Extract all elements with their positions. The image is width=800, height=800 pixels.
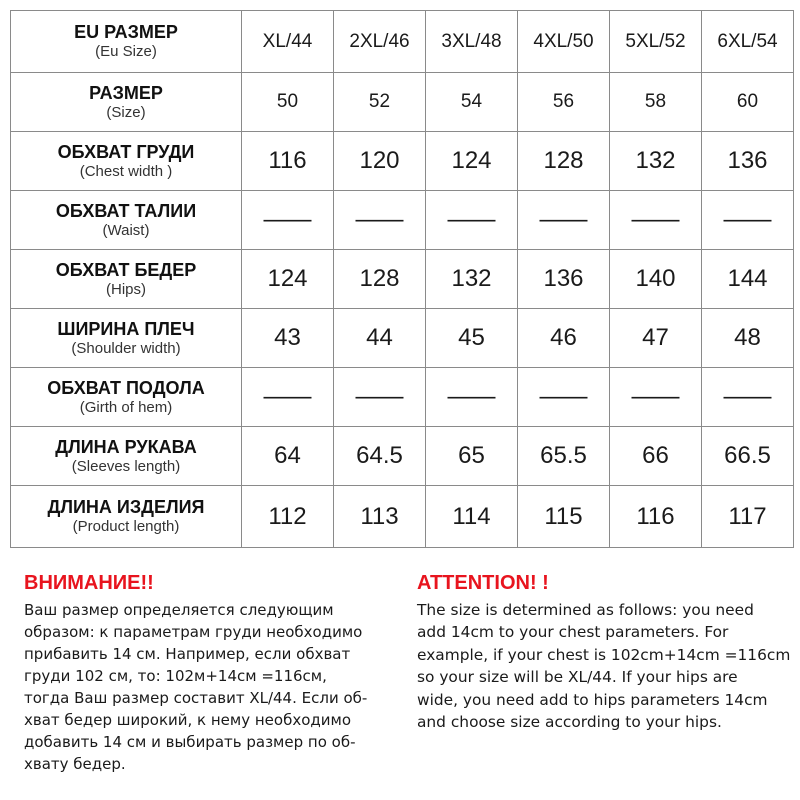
row-label-cell (11, 73, 242, 132)
header-size-cell (702, 11, 794, 73)
row-label-en: (Girth of hem) (79, 398, 173, 416)
header-size-cell (334, 11, 426, 73)
cell-value: 117 (728, 502, 767, 530)
header-size: 2XL/46 (349, 30, 410, 52)
row-label-ru: ДЛИНА РУКАВА (55, 436, 197, 457)
cell-value: 52 (368, 91, 391, 112)
header-size: 5XL/52 (625, 30, 686, 52)
header-row (11, 11, 794, 73)
table-row (11, 309, 794, 368)
cell-value: 43 (274, 324, 301, 351)
cell-value: 60 (736, 91, 759, 112)
note-text-ru: Ваш размер определяется следующим образом: к параметрам груди необходимо прибавить 14 см. Например, если обхват груди 102 см, то: 102м+14см =116см, тогда Ваш размер составит XL/44. Если об- хват бедер широкий, к нему необходимо добавить 14 см и выбирать размер по об- хвату бедер. (24, 601, 368, 773)
table-cell (426, 309, 518, 368)
table-cell (518, 368, 610, 427)
header-label-en: (Eu Size) (95, 43, 157, 60)
table-cell (426, 368, 518, 427)
table-row (11, 427, 794, 486)
table-cell (334, 250, 426, 309)
cell-value: 46 (550, 324, 577, 351)
table-cell (426, 486, 518, 548)
table-cell (242, 368, 334, 427)
cell-value: —— (355, 383, 404, 410)
cell-value: 124 (451, 147, 492, 174)
row-label-ru: ДЛИНА ИЗДЕЛИЯ (47, 497, 205, 517)
header-size: 4XL/50 (533, 30, 594, 52)
table-cell (702, 309, 794, 368)
cell-value: 58 (644, 91, 667, 112)
cell-value: —— (723, 383, 772, 410)
table-cell (518, 250, 610, 309)
note-title-ru: ВНИМАНИЕ!! (24, 572, 154, 594)
cell-value: 132 (451, 265, 492, 292)
row-label-ru: ОБХВАТ ПОДОЛА (47, 377, 205, 398)
cell-value: —— (539, 383, 588, 410)
row-label-ru: ОБХВАТ ГРУДИ (57, 141, 195, 162)
table-cell (610, 191, 702, 250)
cell-value: 50 (276, 91, 299, 112)
table-cell (518, 73, 610, 132)
cell-value: 64 (274, 442, 301, 469)
table-cell (518, 427, 610, 486)
cell-value: 116 (268, 147, 307, 174)
cell-value: 140 (635, 265, 676, 292)
row-label-en: (Waist) (102, 221, 150, 239)
table-cell (242, 191, 334, 250)
note-title-en: ATTENTION! ! (417, 572, 549, 594)
table-cell (518, 191, 610, 250)
cell-value: 128 (543, 147, 584, 174)
cell-value: 120 (359, 147, 400, 174)
cell-value: 44 (366, 324, 393, 351)
cell-value: 65 (458, 442, 485, 469)
table-cell (426, 73, 518, 132)
table-cell (426, 427, 518, 486)
table-cell (518, 309, 610, 368)
cell-value: 113 (360, 502, 399, 530)
table-cell (334, 486, 426, 548)
table-cell (702, 132, 794, 191)
cell-value: 65.5 (540, 442, 587, 469)
table-cell (426, 191, 518, 250)
table-cell (702, 427, 794, 486)
table-cell (242, 250, 334, 309)
table-cell (242, 309, 334, 368)
table-cell (334, 309, 426, 368)
cell-value: 124 (267, 265, 308, 292)
cell-value: 144 (727, 265, 768, 292)
table-cell (334, 132, 426, 191)
table-cell (702, 73, 794, 132)
header-size-cell (518, 11, 610, 73)
cell-value: 47 (642, 324, 669, 351)
cell-value: 115 (544, 502, 583, 530)
cell-value: —— (447, 206, 496, 233)
table-cell (702, 191, 794, 250)
header-size: XL/44 (262, 30, 313, 52)
table-cell (610, 368, 702, 427)
row-label-en: (Size) (106, 103, 146, 121)
cell-value: 136 (543, 265, 584, 292)
table-row (11, 486, 794, 548)
table-cell (242, 486, 334, 548)
cell-value: 64.5 (356, 442, 403, 469)
table-cell (242, 132, 334, 191)
row-label-cell (11, 427, 242, 486)
table-cell (334, 191, 426, 250)
row-label-en: (Chest width ) (79, 162, 173, 180)
header-size: 6XL/54 (717, 30, 778, 52)
cell-value: 114 (452, 502, 491, 530)
table-cell (518, 132, 610, 191)
header-label-cell (11, 11, 242, 73)
cell-value: —— (631, 383, 680, 410)
row-label-cell (11, 191, 242, 250)
row-label-ru: ШИРИНА ПЛЕЧ (57, 318, 195, 339)
table-row (11, 73, 794, 132)
header-size: 3XL/48 (441, 30, 502, 52)
table-cell (610, 486, 702, 548)
table-cell (610, 250, 702, 309)
cell-value: —— (355, 206, 404, 233)
size-chart-body (11, 11, 794, 548)
cell-value: 136 (727, 147, 768, 174)
row-label-ru: РАЗМЕР (89, 82, 163, 103)
row-label-ru: ОБХВАТ ТАЛИИ (55, 200, 197, 221)
row-label-en: (Product length) (72, 518, 180, 535)
header-size-cell (242, 11, 334, 73)
table-cell (610, 427, 702, 486)
cell-value: 56 (552, 91, 575, 112)
cell-value: —— (263, 206, 312, 233)
cell-value: 66 (642, 442, 669, 469)
row-label-cell (11, 309, 242, 368)
table-cell (334, 368, 426, 427)
table-cell (610, 309, 702, 368)
note-english (417, 570, 800, 733)
cell-value: 128 (359, 265, 400, 292)
cell-value: 54 (460, 91, 483, 112)
cell-value: —— (723, 206, 772, 233)
table-row (11, 250, 794, 309)
cell-value: —— (539, 206, 588, 233)
cell-value: —— (447, 383, 496, 410)
cell-value: —— (263, 383, 312, 410)
header-label-ru: EU РАЗМЕР (74, 22, 178, 42)
cell-value: 45 (458, 324, 485, 351)
cell-value: 48 (734, 324, 761, 351)
note-russian (24, 570, 409, 775)
table-cell (610, 73, 702, 132)
cell-value: 66.5 (724, 442, 771, 469)
row-label-en: (Shoulder width) (71, 339, 181, 357)
row-label-en: (Hips) (106, 280, 146, 298)
row-label-cell (11, 368, 242, 427)
cell-value: 112 (268, 502, 307, 530)
cell-value: 132 (635, 147, 676, 174)
header-size-cell (610, 11, 702, 73)
table-cell (518, 486, 610, 548)
cell-value: 116 (636, 502, 675, 530)
table-cell (610, 132, 702, 191)
row-label-cell (11, 250, 242, 309)
table-cell (426, 250, 518, 309)
note-text-en: The size is determined as follows: you need add 14cm to your chest parameters. For example, if your chest is 102cm+14cm =116cm so your size will be XL/44. If your hips are wide, you need add to hips parameters 14cm and choose size according to your hips. (417, 601, 791, 732)
size-chart-table (10, 10, 794, 548)
table-cell (702, 486, 794, 548)
cell-value: —— (631, 206, 680, 233)
table-cell (702, 250, 794, 309)
row-label-ru: ОБХВАТ БЕДЕР (55, 259, 197, 280)
table-cell (242, 427, 334, 486)
table-row (11, 368, 794, 427)
table-cell (242, 73, 334, 132)
table-cell (702, 368, 794, 427)
table-cell (426, 132, 518, 191)
row-label-en: (Sleeves length) (71, 457, 181, 475)
table-cell (334, 73, 426, 132)
row-label-cell (11, 132, 242, 191)
table-row (11, 132, 794, 191)
header-size-cell (426, 11, 518, 73)
row-label-cell (11, 486, 242, 548)
notes-section (0, 570, 800, 800)
table-row (11, 191, 794, 250)
table-cell (334, 427, 426, 486)
